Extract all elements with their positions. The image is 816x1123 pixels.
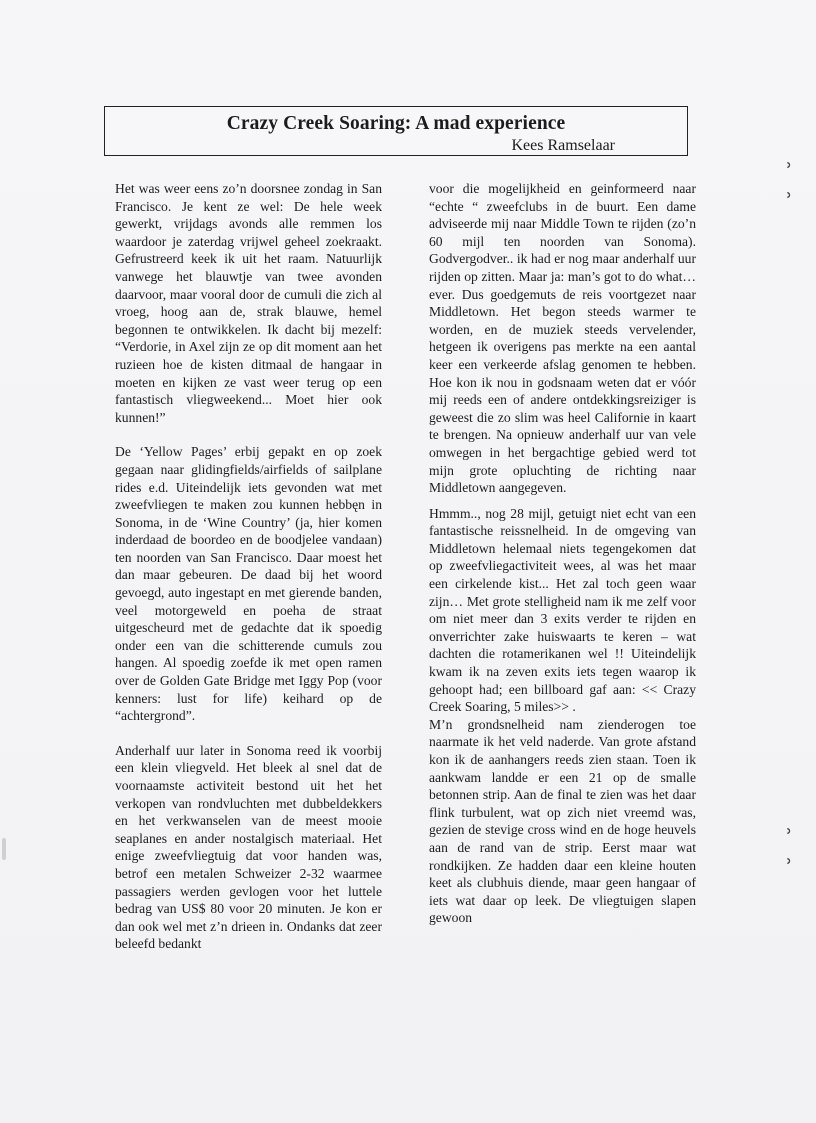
paragraph: voor die mogelijkheid en geinformeerd naar “echte “ zweefclubs in de buurt. Een dame adviseerde mij naar Middle Town te rijden (zo’n 60 mijl ten noorden van Sonoma). Godvergodver.. ik had er nog maar anderhalf uur rijden op zitten. Maar ja: man’s got to do what…ever. Dus goedgemuts de reis voortgezet naar Middletown. Het begon steeds warmer te worden, en de muziek steeds vervelender, hetgeen ik overigens pas merkte na een aantal keer een verkeerde afslag genomen te hebben. Hoe kon ik nou in godsnaam weten dat er vóór mij reeds een of andere ontdekkingsreiziger is geweest die zo slim was heel Californie in kaart te brengen. Na opnieuw anderhalf uur van vele omwegen in het bergachtige gebied werd tot mijn grote opluchting de richting naar Middletown aangegeven. (429, 181, 696, 496)
paragraph: Het was weer eens zo’n doorsnee zondag in San Francisco. Je kent ze wel: De hele week gewerkt, vrijdags avonds alle remmen los waardoor je zaterdag vrijwel geheel zoekraakt. Gefrustreerd keek ik uit het raam. Natuurlijk vanwege het blauwtje van twee avonden daarvoor, maar vooral door de cumuli die zich al vroeg, hoog aan de, strak blauwe, hemel begonnen te ontwikkelen. Ik dacht bij mezelf: “Verdorie, in Axel zijn ze op dit moment aan het ruzieen hoe de kisten ditmaal de hangaar in moeten en kijken ze vast weer terug op een fantastisch vliegweekend... Moet hier ook kunnen!” (115, 181, 382, 425)
binder-hole-mark: ʾ (786, 190, 793, 215)
paragraph: De ‘Yellow Pages’ erbij gepakt en op zoek gegaan naar glidingfields/airfields of sailplane rides e.d. Uiteindelijk iets gevonden wat met zweefvliegen te maken zou kunnen hebbęn in Sonoma, in de ‘Wine Country’ (ja, hier komen inderdaad de boordeo en de boodjelee vandaan) ten noorden van San Francisco. Daar moest het dan maar gebeuren. De daad bij het woord gevoegd, auto ingestapt en met gierende banden, veel motorgeweld en poeha de straat uitgescheurd met de gedachte dat ik spoedig onder een van die schitterende cumuls zou hangen. Al spoedig zoefde ik met open ramen over de Golden Gate Bridge met Iggy Pop (voor kenners: lust for life) keihard op de “achtergrond”. (115, 444, 382, 724)
left-column (115, 180, 382, 953)
binder-hole-mark: ʾ (786, 856, 793, 881)
binder-hole-mark: ʾ (786, 826, 793, 851)
scan-smudge (2, 838, 6, 860)
article-title: Crazy Creek Soaring: A mad experience (226, 113, 566, 134)
right-column (429, 180, 696, 927)
paragraph: Anderhalf uur later in Sonoma reed ik voorbij een klein vliegveld. Het bleek al snel dat de voornaamste activiteit bestond uit het het verkopen van rondvluchten met dubbeldekkers en het verkwanselen van de meest mooie seaplanes en ander nostalgisch materiaal. Het enige zweefvliegtuig dat voor handen was, betrof een metalen Schweizer 2-32 waarmee passagiers werden gevlogen voor het luttele bedrag van US$ 80 voor 20 minuten. Je kon er dan ook wel met z’n drieen in. Ondanks dat zeer beleefd bedankt (115, 742, 382, 952)
binder-hole-mark: ʾ (786, 160, 793, 185)
article-author: Kees Ramselaar (511, 137, 615, 154)
paragraph: Hmmm.., nog 28 mijl, getuigt niet echt van een fantastische reissnelheid. In de omgeving van Middletown helemaal niets tegengekomen dat op zweefvliegactiviteit wees, al was het maar een cirkelende kist... Het zal toch geen waar zijn… Met grote stelligheid nam ik me zelf voor om niet meer dan 3 exits verder te rijden en onverrichter zake huiswaarts te keren – wat dachten die rotamerikanen wel !! Uiteindelijk kwam ik na zeven exits iets tegen waarop ik gehoopt had; een billboard gaf aan: << Crazy Creek Soaring, 5 miles>> . (429, 505, 696, 715)
title-box (104, 106, 688, 156)
paragraph: M’n grondsnelheid nam zienderogen toe naarmate ik het veld naderde. Van grote afstand kon ik de aanhangers reeds zien staan. Toen ik aankwam landde er een 21 op de smalle betonnen strip. Aan de final te zien was het daar flink turbulent, wat op zich niet vreemd was, gezien de stevige cross wind en de hoge heuvels aan de rand van de strip. Eerst maar wat rondkijken. Ze hadden daar een kleine houten keet als clubhuis diende, maar geen hangaar of iets wat daar op leek. De vliegtuigen slapen gewoon (429, 716, 696, 926)
